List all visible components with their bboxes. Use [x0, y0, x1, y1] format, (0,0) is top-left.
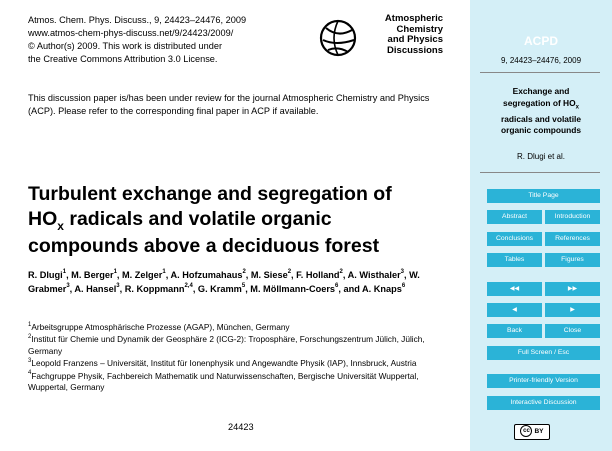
- logo-text: Atmospheric Chemistry and Physics Discussions: [384, 13, 443, 56]
- license-line: the Creative Commons Attribution 3.0 License.: [28, 54, 218, 64]
- back-button[interactable]: Back: [487, 324, 542, 338]
- tables-button[interactable]: Tables: [487, 253, 542, 267]
- author-affiliation-sup: 2: [287, 269, 292, 276]
- figures-button[interactable]: Figures: [545, 253, 600, 267]
- author-name: G. Kramm: [197, 284, 242, 294]
- copyright-line: © Author(s) 2009. This work is distributed under: [28, 41, 223, 51]
- author-affiliation-sup: 6: [335, 283, 339, 290]
- author-affiliation-sup: 3: [116, 283, 120, 290]
- author-affiliation-sup: 6: [401, 283, 406, 290]
- title-page-button[interactable]: Title Page: [487, 189, 600, 203]
- short-author: R. Dlugi et al.: [516, 152, 566, 161]
- journal-ref: 9, 24423–24476, 2009: [500, 56, 582, 65]
- author-affiliation-sup: 1: [62, 269, 67, 276]
- author-name: M. Zelger: [122, 270, 163, 280]
- divider: [480, 72, 600, 73]
- author-name: M. Berger: [71, 270, 114, 280]
- author-list: R. Dlugi$^1$, M. Berger$^1$, M. Zelger$^1$, A. Hofzumahaus$^2$, M. Siese$^2$, F. Holland$^2$, A. Wisthaler$^3$, W. Grabmer$^3$, A. Hansel$^3$, R. Koppmann$^{2,4}$, G. Kramm$^5$, M. Möllmann-Coers$^6$, and A. Knaps$^6$: [28, 269, 420, 294]
- cc-icon: cc: [520, 425, 532, 437]
- author-affiliation-sup: 5: [241, 283, 246, 290]
- author-affiliation-sup: 2: [242, 269, 246, 276]
- last-page-button[interactable]: ▶▶: [545, 282, 600, 296]
- author-name: A. Hansel: [74, 284, 117, 294]
- citation-line: Atmos. Chem. Phys. Discuss., 9, 24423–24476, 2009: [28, 15, 247, 25]
- author-affiliation-sup: 2,4: [184, 283, 193, 290]
- author-name: F. Holland: [296, 270, 340, 280]
- affiliation-item: $^1$Arbeitsgruppe Atmosphärische Prozesse (AGAP), München, Germany: [28, 321, 290, 332]
- author-name: W. Grabmer: [28, 270, 420, 294]
- divider: [480, 172, 600, 173]
- author-affiliation-sup: 3: [400, 269, 404, 276]
- prev-page-button[interactable]: ◀: [487, 303, 542, 317]
- author-name: M. Siese: [250, 270, 288, 280]
- url-line[interactable]: www.atmos-chem-phys-discuss.net/9/24423/2009/: [28, 28, 234, 38]
- close-button[interactable]: Close: [545, 324, 600, 338]
- globe-logo-icon: [318, 16, 358, 60]
- fullscreen-button[interactable]: Full Screen / Esc: [487, 346, 600, 360]
- author-name: A. Knaps: [362, 284, 402, 294]
- review-notice: This discussion paper is/has been under review for the journal Atmospheric Chemistry and Physics (ACP). Please refer to the corresponding final paper in ACP if available.: [28, 93, 430, 116]
- author-affiliation-sup: 1: [162, 269, 166, 276]
- paper-title: Turbulent exchange and segregation of $HO_x$ radicals and volatile organic compounds above a deciduous forest: [28, 183, 392, 257]
- affiliations: [28, 322, 448, 394]
- author-affiliation-sup: 1: [113, 269, 117, 276]
- author-name: R. Dlugi: [28, 270, 63, 280]
- by-label: BY: [534, 428, 544, 435]
- next-page-button[interactable]: ▶: [545, 303, 600, 317]
- first-page-button[interactable]: ◀◀: [487, 282, 542, 296]
- conclusions-button[interactable]: Conclusions: [487, 232, 542, 246]
- affiliation-item: $^2$Institut für Chemie und Dynamik der Geosphäre 2 (ICG-2): Troposphäre, Forschungszentrum Jülich, Jülich, Germany: [28, 334, 425, 356]
- journal-logo: [318, 14, 443, 74]
- page-number: 24423: [228, 422, 254, 432]
- author-name: R. Koppmann: [124, 284, 185, 294]
- author-affiliation-sup: 3: [66, 283, 70, 290]
- introduction-button[interactable]: Introduction: [545, 210, 600, 224]
- printer-friendly-button[interactable]: Printer-friendly Version: [487, 374, 600, 388]
- author-name: A. Wisthaler: [347, 270, 401, 280]
- references-button[interactable]: References: [545, 232, 600, 246]
- author-name: M. Möllmann-Coers: [250, 284, 336, 294]
- affiliation-item: $^3$Leopold Franzens – Universität, Institut für Ionenphysik und Angewandte Physik (IAP), Innsbruck, Austria: [28, 357, 417, 369]
- affiliation-item: $^4$Fachgruppe Physik, Fachbereich Mathematik und Naturwissenschaften, Bergische Universität Wuppertal, Wuppertal, Germany: [28, 370, 419, 393]
- cc-license-badge[interactable]: [514, 424, 550, 440]
- journal-abbrev: ACPD: [523, 34, 558, 48]
- author-name: A. Hofzumahaus: [170, 270, 243, 280]
- interactive-discussion-button[interactable]: Interactive Discussion: [487, 396, 600, 410]
- short-title: Exchange and segregation of $HO_x$ radicals and volatile organic compounds: [500, 86, 582, 136]
- abstract-button[interactable]: Abstract: [487, 210, 542, 224]
- author-affiliation-sup: 2: [339, 269, 343, 276]
